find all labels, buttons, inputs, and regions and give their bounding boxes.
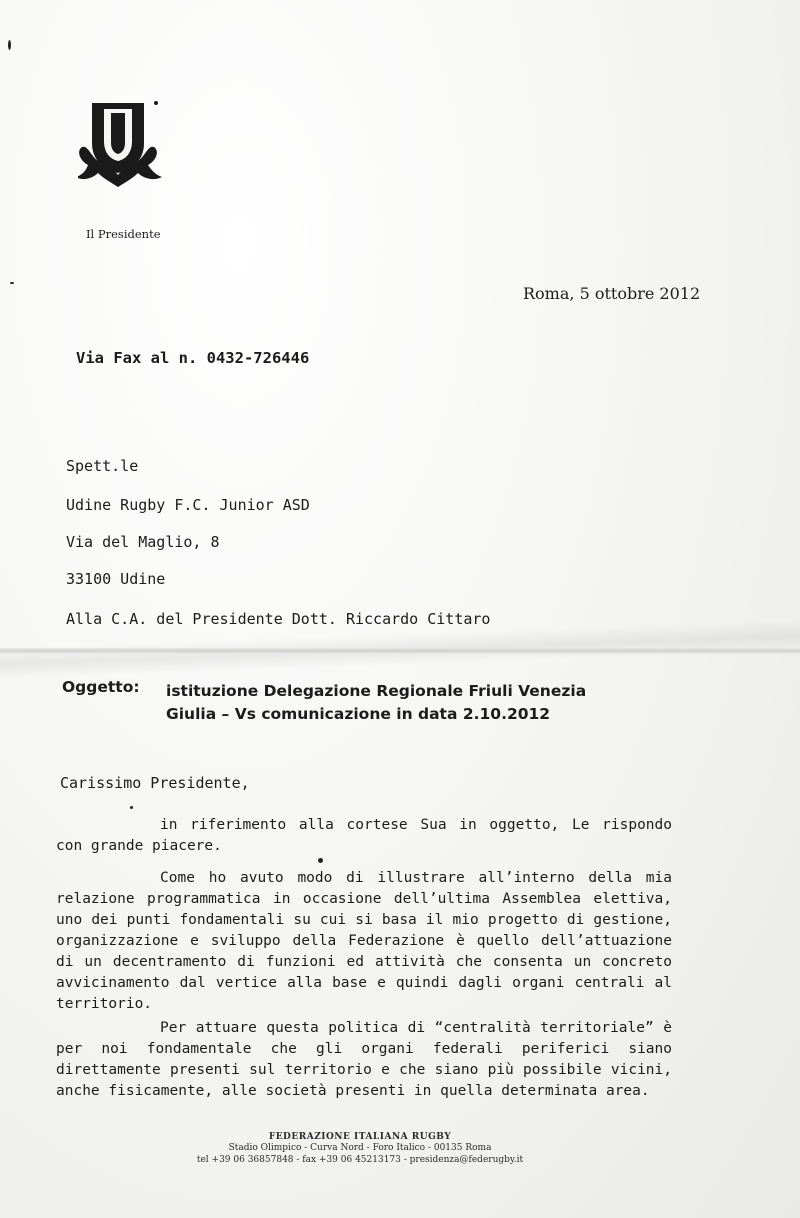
- paragraph-2: [56, 868, 672, 1015]
- subject-label: Oggetto:: [62, 678, 140, 696]
- recipient-street: Via del Maglio, 8: [66, 533, 220, 551]
- paragraph-3: [56, 1018, 672, 1102]
- paragraph-1: [56, 815, 672, 857]
- ink-speck: [8, 40, 11, 50]
- greeting: Carissimo Presidente,: [60, 774, 250, 792]
- footer-contacts: tel +39 06 36857848 - fax +39 06 45213173 - presidenza@federugby.it: [196, 1155, 524, 1165]
- recipient-salutation: Spett.le: [66, 457, 139, 475]
- president-label: Il Presidente: [86, 227, 161, 241]
- recipient-name: Udine Rugby F.C. Junior ASD: [66, 496, 310, 514]
- paragraph-2-text: Come ho avuto modo di illustrare all’interno della mia relazione programmatica in occasione dell’ultima Assemblea elettiva, uno dei punti fondamentali su cui si basa il mio progetto di gestione, organizzazione e sviluppo della Federazione è quello dell’attuazione di un decentramento di funzioni ed attività che consenta un concreto avvicinamento dal vertice alla base e quindi dagli organi centrali al territorio.: [56, 870, 672, 1012]
- footer-organization: FEDERAZIONE ITALIANA RUGBY: [268, 1132, 452, 1142]
- paragraph-3-text: Per attuare questa politica di “centralità territoriale” è per noi fondamentale che gli organi federali periferici siano direttamente presenti sul territorio e che siano più possibile vicini, anche fisicamente, alle società presenti in quella determinata area.: [56, 1020, 672, 1099]
- footer-address: Stadio Olimpico - Curva Nord - Foro Italico - 00135 Roma: [228, 1143, 492, 1153]
- recipient-city: 33100 Udine: [66, 570, 166, 588]
- letter-date: Roma, 5 ottobre 2012: [523, 284, 701, 303]
- ink-speck: [10, 282, 14, 284]
- subject-text: istituzione Delegazione Regionale Friuli Venezia Giulia – Vs comunicazione in data 2.10.2012: [166, 682, 587, 723]
- paper-fold: [0, 648, 800, 654]
- ink-speck: [318, 858, 323, 863]
- fax-number: Via Fax al n. 0432-726446: [76, 349, 310, 367]
- recipient-attention: Alla C.A. del Presidente Dott. Riccardo Cittaro: [66, 610, 491, 628]
- letterhead-footer: [160, 1132, 560, 1166]
- federation-shield-logo: [78, 95, 166, 195]
- ink-speck: [130, 806, 133, 809]
- paragraph-1-text: in riferimento alla cortese Sua in oggetto, Le rispondo con grande piacere.: [56, 817, 672, 854]
